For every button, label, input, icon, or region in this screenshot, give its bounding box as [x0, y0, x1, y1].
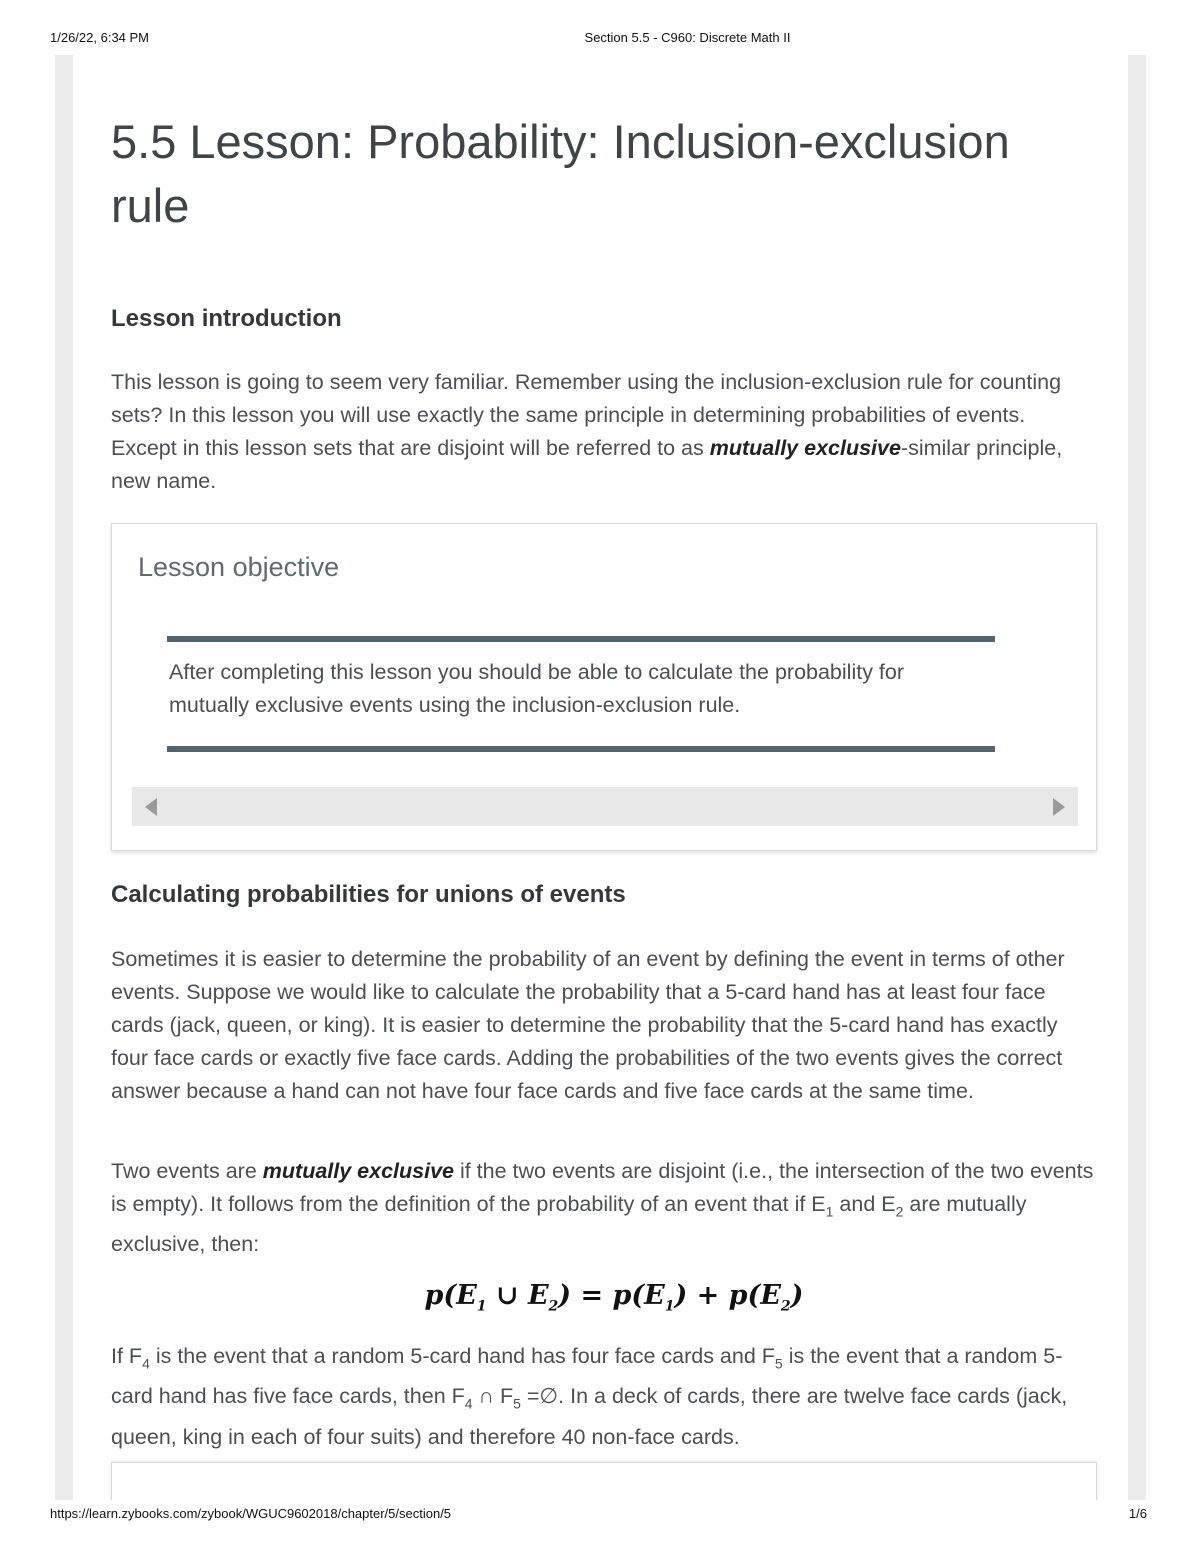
- print-doc-title: Section 5.5 - C960: Discrete Math II: [584, 30, 791, 45]
- unions-paragraph-3: If $F_4$ is the event that a random 5-card hand has four face cards and $F_5$ is the event that a random 5-card hand has five face cards, then $F_4$ ∩ $F_5$ =∅. In a deck of cards, there are twelve face cards (jack, queen, king in each of four suits) and therefore 40 non-face cards.: [111, 1344, 1068, 1449]
- union-probability-formula: $p(E_1$ ∪ $E_2) = p(E_1) + p(E_2)$: [424, 1280, 804, 1315]
- scroll-right-arrow-icon[interactable]: [1053, 798, 1065, 816]
- term-mutually-exclusive: mutually exclusive: [709, 436, 901, 460]
- scroll-left-arrow-icon[interactable]: [145, 798, 157, 816]
- objective-text: After completing this lesson you should be able to calculate the probability for mutually exclusive events using the inclusion-exclusion rule.: [169, 660, 905, 717]
- intro-heading: Lesson introduction: [111, 305, 342, 332]
- unions-paragraph-2: Two events are mutually exclusive if the two events are disjoint (i.e., the intersection of the two events is empty). It follows from the definition of the probability of an event that if $E_1$ and $E_2$ are mutually exclusive, then:: [111, 1159, 1094, 1257]
- unions-heading: Calculating probabilities for unions of events: [111, 881, 626, 908]
- print-url[interactable]: https://learn.zybooks.com/zybook/WGUC9602018/chapter/5/section/5: [50, 1506, 452, 1521]
- objective-scrollbar[interactable]: [132, 787, 1078, 826]
- print-header: [0, 30, 1200, 50]
- lesson-content: [111, 110, 1101, 238]
- unions-paragraph-1: Sometimes it is easier to determine the probability of an event by defining the event in terms of other events. Suppose we would like to calculate the probability that a 5-card hand has at least four face cards (jack, queen, or king). It is easier to determine the probability that the 5-card hand has exactly four face cards or exactly five face cards. Adding the probabilities of the two events gives the correct answer because a hand can not have four face cards and five face cards at the same time.: [111, 947, 1065, 1103]
- objective-title: Lesson objective: [138, 552, 340, 582]
- print-page-number: 1/6: [1128, 1506, 1147, 1521]
- print-footer: [0, 1506, 1200, 1526]
- term-mutually-exclusive-2: mutually exclusive: [262, 1159, 454, 1183]
- objective-top-rule: [167, 636, 995, 642]
- page-title: 5.5 Lesson: Probability: Inclusion-exclusion rule: [111, 115, 1010, 232]
- lesson-objective-box: [111, 523, 1097, 851]
- objective-bottom-rule: [167, 746, 995, 752]
- print-datetime: 1/26/22, 6:34 PM: [50, 30, 150, 45]
- intro-paragraph: This lesson is going to seem very familiar. Remember using the inclusion-exclusion rule for counting sets? In this lesson you will use exactly the same principle in determining probabilities of events. Except in this lesson sets that are disjoint will be referred to as mutually exclusive-similar principle, new name.: [111, 370, 1063, 493]
